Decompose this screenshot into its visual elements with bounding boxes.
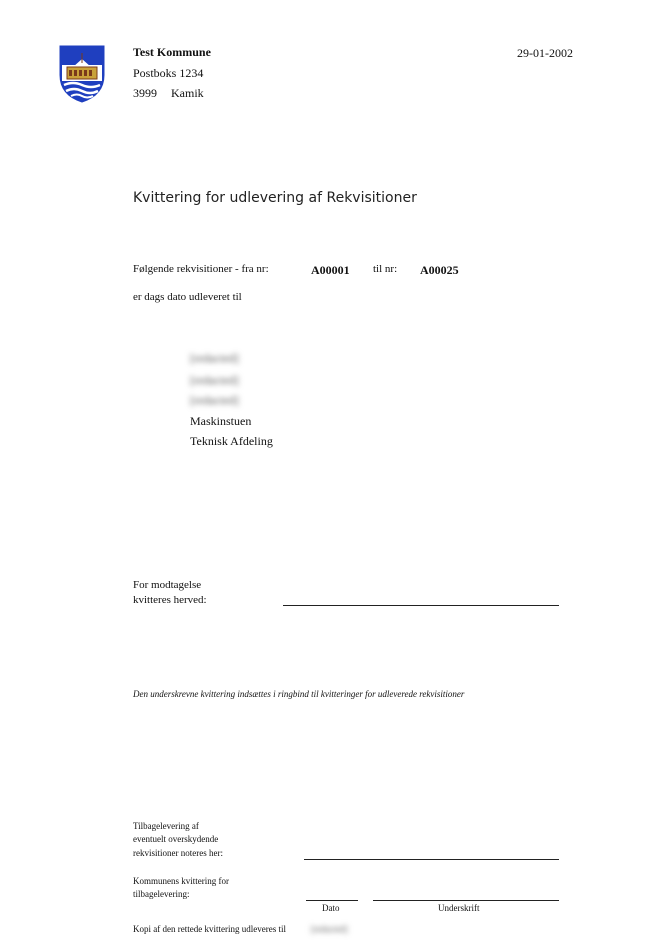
document-date: 29-01-2002 [517, 46, 573, 60]
postal-code: 3999 [133, 86, 157, 100]
date-label: Dato [322, 903, 340, 913]
copy-recipient-redacted: [redacted] [311, 924, 348, 934]
range-to-number: A00025 [420, 263, 459, 277]
recipient-line-redacted: [redacted] [190, 393, 239, 407]
copy-text: Kopi af den rettede kvittering udleveres til [133, 924, 286, 934]
kvittering-label-line1: Kommunens kvittering for [133, 876, 229, 886]
recipient-department: Maskinstuen [190, 414, 252, 428]
signature-line [283, 605, 559, 606]
recipient-division: Teknisk Afdeling [190, 434, 273, 448]
city: Kamik [171, 86, 204, 100]
date-line [306, 900, 358, 901]
document-title: Kvittering for udlevering af Rekvisitioner [133, 190, 417, 206]
address-line: Postboks 1234 [133, 66, 204, 80]
range-from-number: A00001 [311, 263, 350, 277]
coat-of-arms-icon [59, 45, 105, 103]
return-note-line [304, 859, 559, 860]
receipt-label-line1: For modtagelse [133, 579, 202, 591]
recipient-line-redacted: [redacted] [190, 351, 239, 365]
return-label-line1: Tilbagelevering af [133, 821, 199, 831]
range-from-label: Følgende rekvisitioner - fra nr: [133, 263, 269, 275]
recipient-line-redacted: [redacted] [190, 373, 239, 387]
kvittering-label-line2: tilbagelevering: [133, 889, 190, 899]
signature-label: Underskrift [438, 903, 480, 913]
issued-text: er dags dato udleveret til [133, 291, 242, 303]
signature-line [373, 900, 559, 901]
binder-note: Den underskrevne kvittering indsættes i ringbind til kvitteringer for udleverede rekvisitioner [133, 689, 465, 699]
return-label-line3: rekvisitioner noteres her: [133, 848, 223, 858]
organization-name: Test Kommune [133, 45, 211, 59]
return-label-line2: eventuelt overskydende [133, 834, 219, 844]
range-to-label: til nr: [373, 263, 398, 275]
receipt-label-line2: kvitteres herved: [133, 594, 207, 606]
